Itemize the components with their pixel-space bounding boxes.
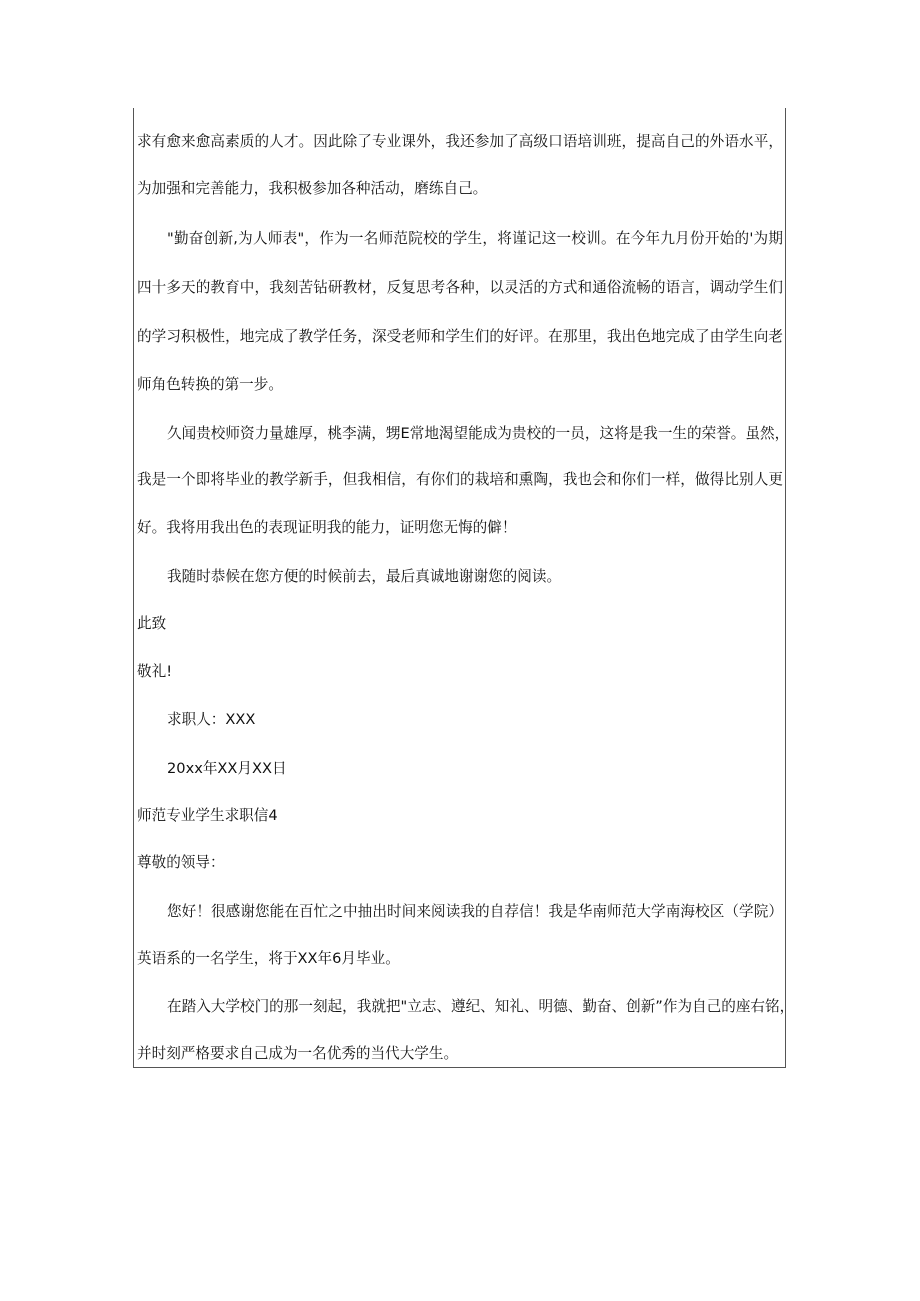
text-line: 我随时恭候在您方便的时候前去，最后真诚地谢谢您的阅读。 — [167, 568, 562, 585]
text-line: 久闻贵校师资力量雄厚，桃李满，甥E常地渴望能成为贵校的一员，这将是我一生的荣誉。虽然， — [167, 425, 790, 442]
section-heading: 师范专业学生求职信4 — [137, 807, 278, 824]
text-line: "勤奋创新,为人师表"，作为一名师范院校的学生，将谨记这一校训。在今年九月份开始的'为期 — [167, 230, 783, 247]
closing-regards: 敬礼! — [137, 663, 173, 680]
applicant-name: 求职人：XXX — [167, 711, 256, 728]
text-line: 我是一个即将毕业的教学新手，但我相信，有你们的栽培和熏陶，我也会和你们一样，做得比别人更 — [137, 471, 783, 488]
greeting: 尊敬的领导： — [137, 854, 225, 871]
text-line: 在踏入大学校门的那一刻起，我就把"立志、遵纪、知礼、明德、勤奋、创新”作为自己的座右铭， — [167, 998, 795, 1015]
text-line: 的学习积极性，地完成了教学任务，深受老师和学生们的好评。在那里，我出色地完成了由学生向老 — [137, 328, 783, 345]
page-border — [133, 108, 795, 1068]
text-line: 四十多天的教育中，我刻苦钻研教材，反复思考各种，以灵活的方式和通俗流畅的语言，调动学生们 — [137, 279, 783, 296]
text-line: 并时刻严格要求自己成为一名优秀的当代大学生。 — [137, 1045, 459, 1062]
text-line: 您好！很感谢您能在百忙之中抽出时间来阅读我的自荐信！我是华南师范大学南海校区（学院） — [167, 903, 783, 920]
text-line: 英语系的一名学生，将于XX年6月毕业。 — [137, 950, 400, 967]
letter-date: 20xx年XX月XX日 — [167, 760, 287, 777]
text-line: 求有愈来愈高素质的人才。因此除了专业课外，我还参加了高级口语培训班，提高自己的外语水平， — [137, 133, 783, 150]
text-line: 好。我将用我出色的表现证明我的能力，证明您无悔的僻！ — [137, 519, 517, 536]
text-line: 师角色转换的第一步。 — [137, 376, 283, 393]
closing-salutation: 此致 — [137, 615, 167, 632]
text-line: 为加强和完善能力，我积极参加各种活动，磨练自己。 — [137, 180, 488, 197]
